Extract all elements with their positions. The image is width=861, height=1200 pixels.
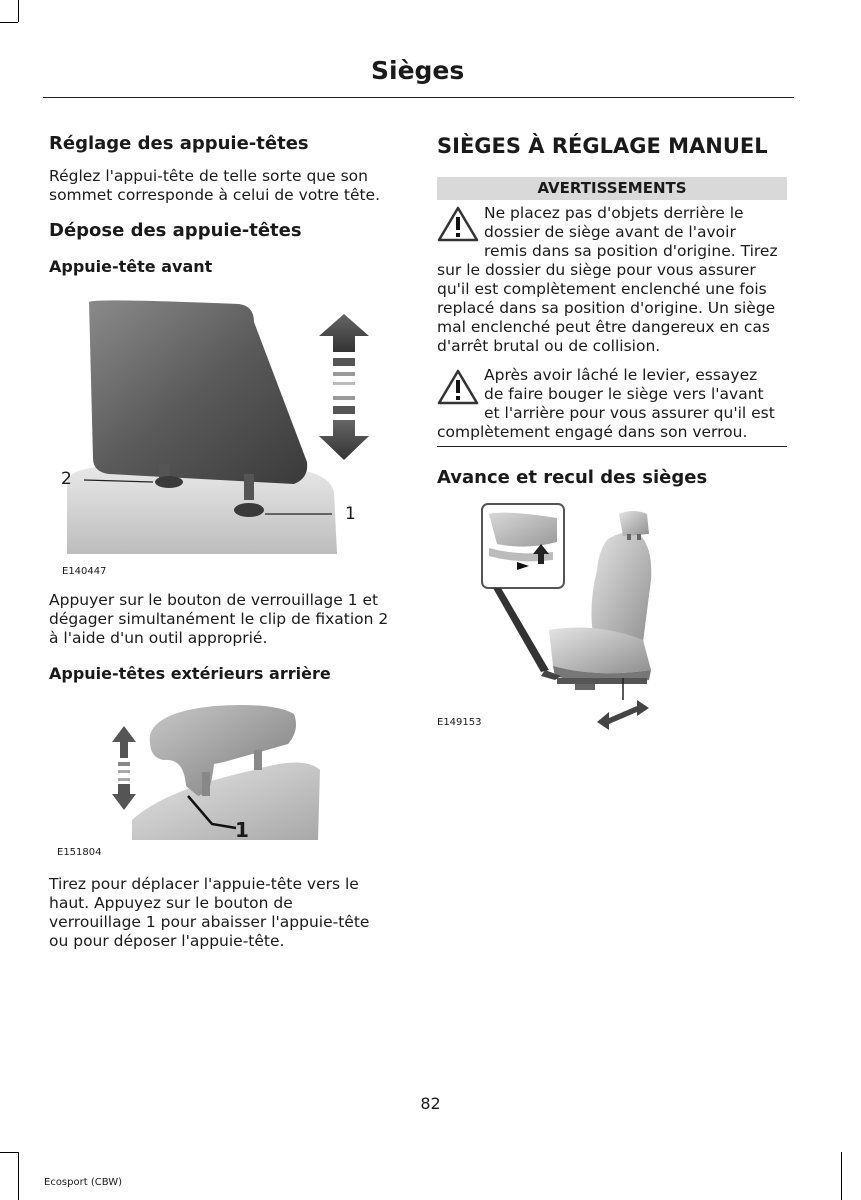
warnings-divider [437,446,787,447]
text-line: sommet corresponde à celui de votre tête. [49,186,381,204]
figure-code: E140447 [62,566,107,577]
callout-1: 1 [345,504,356,524]
text-line: Appuyer sur le bouton de verrouillage 1 et [49,591,379,609]
heading-appuie-tetes-arriere: Appuie-têtes extérieurs arrière [49,664,331,683]
warning-2-body [437,423,747,442]
warning-triangle-icon [437,206,479,242]
text-line: qu'il est complètement enclenché une fois [437,280,767,298]
footer-model: Ecosport (CBW) [44,1177,122,1188]
crop-mark [18,0,19,22]
warning-1-body [437,261,775,356]
seat-adjustment-illustration [437,500,697,732]
page-title: Sièges [371,56,465,85]
text-line: ou pour déposer l'appuie-tête. [49,932,285,950]
crop-mark [0,1152,18,1153]
text-line: complètement engagé dans son verrou. [437,423,748,441]
text-line: Après avoir lâché le levier, essayez [484,366,758,384]
text-line: Ne placez pas d'objets derrière le [484,204,744,222]
text-line: à l'aide d'un outil approprié. [49,629,268,647]
text-line: haut. Appuyez sur le bouton de [49,894,293,912]
header-divider [43,97,794,98]
heading-depose: Dépose des appuie-têtes [49,220,302,241]
text-line: d'arrêt brutal ou de collision. [437,337,661,355]
warning-1-lead [484,204,778,261]
text-line: de faire bouger le siège vers l'avant [484,385,764,403]
heading-avance-recul: Avance et recul des sièges [437,467,708,488]
crop-mark [841,1152,842,1200]
crop-mark [0,22,18,23]
heading-reglage: Réglage des appuie-têtes [49,133,309,154]
text-line: verrouillage 1 pour abaisser l'appuie-tête [49,913,370,931]
page-number: 82 [420,1094,441,1113]
text-line: Réglez l'appui-tête de telle sorte que son [49,167,368,185]
text-line: dossier de siège avant de l'avoir [484,223,736,241]
paragraph-arriere [49,875,369,951]
paragraph-avant [49,591,388,648]
text-line: mal enclenché peut être dangereux en cas [437,318,770,336]
callout-1-rear: 1 [235,818,249,842]
text-line: dégager simultanément le clip de fixation 2 [49,610,389,628]
figure-code: E151804 [57,847,102,858]
warning-triangle-icon [437,369,479,405]
crop-mark [18,1152,19,1200]
heading-sieges-reglage-manuel: SIÈGES À RÉGLAGE MANUEL [437,134,768,158]
callout-2: 2 [61,469,72,489]
text-line: replacé dans sa position d'origine. Un siège [437,299,776,317]
text-line: et l'arrière pour vous assurer qu'il est [484,404,775,422]
text-line: Tirez pour déplacer l'appuie-tête vers le [49,875,359,893]
text-line: sur le dossier du siège pour vous assurer [437,261,756,279]
front-headrest-illustration [49,292,369,582]
heading-appuie-tete-avant: Appuie-tête avant [49,257,213,276]
text-line: remis dans sa position d'origine. Tirez [484,242,778,260]
figure-code: E149153 [437,717,482,728]
rear-headrest-illustration [104,700,324,850]
warnings-title: AVERTISSEMENTS [437,177,787,200]
paragraph-reglage [49,167,380,205]
warning-2-lead [484,366,775,423]
